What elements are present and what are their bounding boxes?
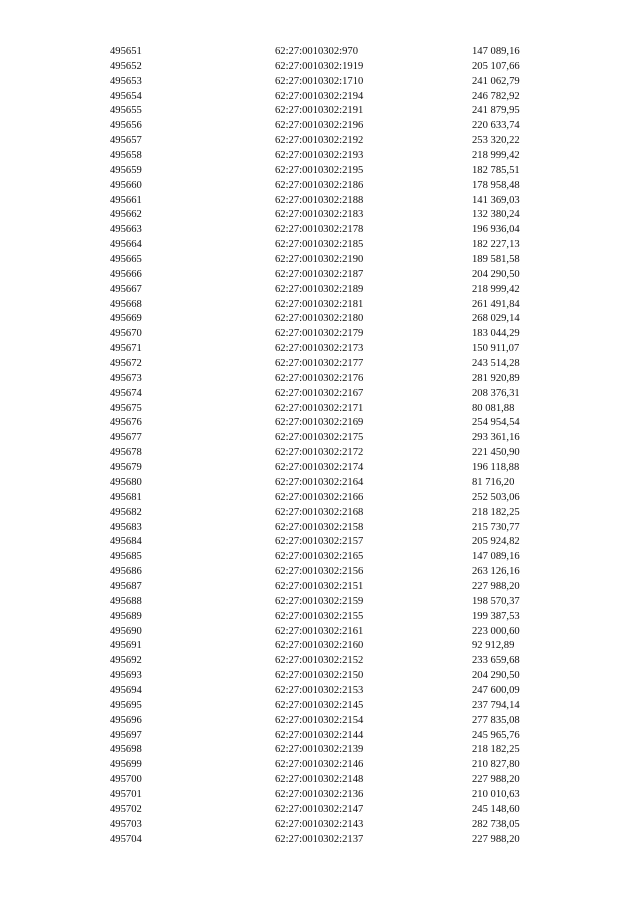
row-number-cell: 495698 [110, 744, 142, 756]
table-row [110, 729, 550, 744]
cadastral-value-cell: 132 380,24 [472, 209, 520, 221]
table-row [110, 550, 550, 565]
row-number-cell: 495661 [110, 194, 142, 206]
cadastral-value-cell: 281 920,89 [472, 372, 520, 384]
row-number-cell: 495687 [110, 580, 142, 592]
cadastral-number-cell: 62:27:0010302:2185 [275, 239, 364, 251]
table-row [110, 565, 550, 580]
table-row [110, 833, 550, 848]
cadastral-value-cell: 198 570,37 [472, 595, 520, 607]
table-row [110, 208, 550, 223]
cadastral-value-cell: 204 290,50 [472, 268, 520, 280]
table-row [110, 461, 550, 476]
table-row [110, 268, 550, 283]
table-row [110, 194, 550, 209]
cadastral-value-cell: 210 827,80 [472, 759, 520, 771]
row-number-cell: 495697 [110, 729, 142, 741]
table-row [110, 372, 550, 387]
cadastral-value-cell: 221 450,90 [472, 447, 520, 459]
table-row [110, 446, 550, 461]
row-number-cell: 495702 [110, 803, 142, 815]
table-row [110, 669, 550, 684]
table-row [110, 699, 550, 714]
row-number-cell: 495683 [110, 521, 142, 533]
cadastral-value-cell: 196 936,04 [472, 224, 520, 236]
table-row [110, 312, 550, 327]
row-number-cell: 495663 [110, 224, 142, 236]
row-number-cell: 495691 [110, 640, 142, 652]
cadastral-number-cell: 62:27:0010302:2158 [275, 521, 364, 533]
cadastral-number-cell: 62:27:0010302:2136 [275, 788, 364, 800]
cadastral-value-cell: 247 600,09 [472, 684, 520, 696]
cadastral-number-cell: 62:27:0010302:2166 [275, 491, 364, 503]
table-row [110, 416, 550, 431]
table-row [110, 773, 550, 788]
cadastral-value-cell: 223 000,60 [472, 625, 520, 637]
cadastral-value-cell: 196 118,88 [472, 462, 520, 474]
table-row [110, 743, 550, 758]
row-number-cell: 495665 [110, 254, 142, 266]
cadastral-number-cell: 62:27:0010302:2188 [275, 194, 364, 206]
table-row [110, 149, 550, 164]
cadastral-number-cell: 62:27:0010302:2177 [275, 358, 364, 370]
cadastral-number-cell: 62:27:0010302:1919 [275, 60, 364, 72]
cadastral-number-cell: 62:27:0010302:2143 [275, 818, 364, 830]
cadastral-value-cell: 183 044,29 [472, 328, 520, 340]
cadastral-number-cell: 62:27:0010302:2155 [275, 610, 364, 622]
cadastral-number-cell: 62:27:0010302:2144 [275, 729, 364, 741]
cadastral-value-cell: 189 581,58 [472, 254, 520, 266]
row-number-cell: 495677 [110, 432, 142, 444]
cadastral-number-cell: 62:27:0010302:1710 [275, 75, 364, 87]
table-row [110, 253, 550, 268]
row-number-cell: 495704 [110, 833, 142, 845]
cadastral-number-cell: 62:27:0010302:2183 [275, 209, 364, 221]
cadastral-value-cell: 147 089,16 [472, 46, 520, 57]
row-number-cell: 495669 [110, 313, 142, 325]
row-number-cell: 495676 [110, 417, 142, 429]
cadastral-value-cell: 150 911,07 [472, 343, 520, 355]
row-number-cell: 495675 [110, 402, 142, 414]
row-number-cell: 495654 [110, 90, 142, 102]
cadastral-number-cell: 62:27:0010302:2167 [275, 387, 364, 399]
row-number-cell: 495670 [110, 328, 142, 340]
table-row [110, 476, 550, 491]
cadastral-value-cell: 199 387,53 [472, 610, 520, 622]
cadastral-number-cell: 62:27:0010302:2195 [275, 164, 364, 176]
row-number-cell: 495682 [110, 506, 142, 518]
cadastral-number-cell: 62:27:0010302:2151 [275, 580, 364, 592]
cadastral-number-cell: 62:27:0010302:2172 [275, 447, 364, 459]
table-row [110, 104, 550, 119]
table-row [110, 342, 550, 357]
row-number-cell: 495660 [110, 179, 142, 191]
row-number-cell: 495674 [110, 387, 142, 399]
cadastral-number-cell: 62:27:0010302:2190 [275, 254, 364, 266]
cadastral-number-cell: 62:27:0010302:2180 [275, 313, 364, 325]
cadastral-number-cell: 62:27:0010302:2152 [275, 655, 364, 667]
cadastral-number-cell: 62:27:0010302:2159 [275, 595, 364, 607]
cadastral-number-cell: 62:27:0010302:2176 [275, 372, 364, 384]
cadastral-value-cell: 205 924,82 [472, 536, 520, 548]
cadastral-number-cell: 62:27:0010302:2196 [275, 120, 364, 132]
cadastral-value-cell: 204 290,50 [472, 670, 520, 682]
cadastral-value-cell: 178 958,48 [472, 179, 520, 191]
row-number-cell: 495681 [110, 491, 142, 503]
table-row [110, 818, 550, 833]
cadastral-value-cell: 282 738,05 [472, 818, 520, 830]
table-row [110, 758, 550, 773]
cadastral-number-cell: 62:27:0010302:2171 [275, 402, 364, 414]
cadastral-number-cell: 62:27:0010302:2186 [275, 179, 364, 191]
cadastral-number-cell: 62:27:0010302:2169 [275, 417, 364, 429]
cadastral-value-cell: 245 148,60 [472, 803, 520, 815]
cadastral-number-cell: 62:27:0010302:2157 [275, 536, 364, 548]
table-row [110, 506, 550, 521]
row-number-cell: 495673 [110, 372, 142, 384]
row-number-cell: 495662 [110, 209, 142, 221]
cadastral-number-cell: 62:27:0010302:2137 [275, 833, 364, 845]
cadastral-value-cell: 252 503,06 [472, 491, 520, 503]
table-row [110, 402, 550, 417]
cadastral-value-cell: 246 782,92 [472, 90, 520, 102]
cadastral-number-cell: 62:27:0010302:2191 [275, 105, 364, 117]
row-number-cell: 495701 [110, 788, 142, 800]
cadastral-value-cell: 241 879,95 [472, 105, 520, 117]
cadastral-value-cell: 243 514,28 [472, 358, 520, 370]
table-row [110, 788, 550, 803]
cadastral-number-cell: 62:27:0010302:2146 [275, 759, 364, 771]
cadastral-value-cell: 227 988,20 [472, 774, 520, 786]
row-number-cell: 495655 [110, 105, 142, 117]
cadastral-number-cell: 62:27:0010302:2194 [275, 90, 364, 102]
cadastral-value-cell: 237 794,14 [472, 699, 520, 711]
table-row [110, 521, 550, 536]
table-row [110, 283, 550, 298]
cadastral-number-cell: 62:27:0010302:2161 [275, 625, 364, 637]
cadastral-value-cell: 263 126,16 [472, 566, 520, 578]
cadastral-number-cell: 62:27:0010302:2193 [275, 150, 364, 162]
row-number-cell: 495679 [110, 462, 142, 474]
cadastral-value-cell: 218 182,25 [472, 744, 520, 756]
table-row [110, 60, 550, 75]
cadastral-value-table [110, 45, 550, 847]
table-row [110, 639, 550, 654]
cadastral-number-cell: 62:27:0010302:2174 [275, 462, 364, 474]
row-number-cell: 495693 [110, 670, 142, 682]
cadastral-value-cell: 253 320,22 [472, 135, 520, 147]
cadastral-value-cell: 227 988,20 [472, 833, 520, 845]
cadastral-value-cell: 233 659,68 [472, 655, 520, 667]
cadastral-value-cell: 220 633,74 [472, 120, 520, 132]
row-number-cell: 495688 [110, 595, 142, 607]
table-row [110, 684, 550, 699]
row-number-cell: 495659 [110, 164, 142, 176]
row-number-cell: 495658 [110, 150, 142, 162]
cadastral-number-cell: 62:27:0010302:2145 [275, 699, 364, 711]
row-number-cell: 495651 [110, 46, 142, 57]
cadastral-value-cell: 218 999,42 [472, 283, 520, 295]
table-row [110, 654, 550, 669]
table-row [110, 610, 550, 625]
cadastral-value-cell: 268 029,14 [472, 313, 520, 325]
cadastral-value-cell: 80 081,88 [472, 402, 515, 414]
cadastral-number-cell: 62:27:0010302:2139 [275, 744, 364, 756]
cadastral-number-cell: 62:27:0010302:2192 [275, 135, 364, 147]
cadastral-number-cell: 62:27:0010302:2147 [275, 803, 364, 815]
row-number-cell: 495685 [110, 551, 142, 563]
table-row [110, 223, 550, 238]
table-row [110, 238, 550, 253]
row-number-cell: 495695 [110, 699, 142, 711]
cadastral-number-cell: 62:27:0010302:2173 [275, 343, 364, 355]
table-row [110, 803, 550, 818]
row-number-cell: 495690 [110, 625, 142, 637]
table-row [110, 535, 550, 550]
cadastral-value-cell: 293 361,16 [472, 432, 520, 444]
cadastral-number-cell: 62:27:0010302:2150 [275, 670, 364, 682]
cadastral-number-cell: 62:27:0010302:2156 [275, 566, 364, 578]
cadastral-value-cell: 215 730,77 [472, 521, 520, 533]
table-row [110, 119, 550, 134]
cadastral-value-cell: 241 062,79 [472, 75, 520, 87]
table-row [110, 179, 550, 194]
cadastral-number-cell: 62:27:0010302:970 [275, 46, 358, 57]
table-row [110, 327, 550, 342]
cadastral-value-cell: 81 716,20 [472, 476, 515, 488]
row-number-cell: 495703 [110, 818, 142, 830]
row-number-cell: 495671 [110, 343, 142, 355]
cadastral-value-cell: 92 912,89 [472, 640, 515, 652]
cadastral-number-cell: 62:27:0010302:2175 [275, 432, 364, 444]
row-number-cell: 495699 [110, 759, 142, 771]
row-number-cell: 495652 [110, 60, 142, 72]
row-number-cell: 495666 [110, 268, 142, 280]
table-row [110, 625, 550, 640]
table-row [110, 164, 550, 179]
row-number-cell: 495680 [110, 476, 142, 488]
table-row [110, 357, 550, 372]
cadastral-value-cell: 218 999,42 [472, 150, 520, 162]
cadastral-value-cell: 210 010,63 [472, 788, 520, 800]
table-row [110, 431, 550, 446]
cadastral-number-cell: 62:27:0010302:2187 [275, 268, 364, 280]
cadastral-value-cell: 205 107,66 [472, 60, 520, 72]
cadastral-number-cell: 62:27:0010302:2179 [275, 328, 364, 340]
cadastral-value-cell: 218 182,25 [472, 506, 520, 518]
cadastral-value-cell: 254 954,54 [472, 417, 520, 429]
row-number-cell: 495657 [110, 135, 142, 147]
row-number-cell: 495686 [110, 566, 142, 578]
cadastral-number-cell: 62:27:0010302:2165 [275, 551, 364, 563]
cadastral-number-cell: 62:27:0010302:2168 [275, 506, 364, 518]
row-number-cell: 495672 [110, 358, 142, 370]
cadastral-value-cell: 277 835,08 [472, 714, 520, 726]
row-number-cell: 495692 [110, 655, 142, 667]
row-number-cell: 495656 [110, 120, 142, 132]
row-number-cell: 495664 [110, 239, 142, 251]
cadastral-value-cell: 261 491,84 [472, 298, 520, 310]
cadastral-number-cell: 62:27:0010302:2178 [275, 224, 364, 236]
row-number-cell: 495696 [110, 714, 142, 726]
table-row [110, 298, 550, 313]
table-row [110, 45, 550, 60]
row-number-cell: 495653 [110, 75, 142, 87]
cadastral-number-cell: 62:27:0010302:2181 [275, 298, 364, 310]
cadastral-number-cell: 62:27:0010302:2160 [275, 640, 364, 652]
cadastral-number-cell: 62:27:0010302:2148 [275, 774, 364, 786]
row-number-cell: 495684 [110, 536, 142, 548]
cadastral-value-cell: 208 376,31 [472, 387, 520, 399]
table-row [110, 595, 550, 610]
cadastral-value-cell: 245 965,76 [472, 729, 520, 741]
cadastral-value-cell: 141 369,03 [472, 194, 520, 206]
row-number-cell: 495668 [110, 298, 142, 310]
table-row [110, 75, 550, 90]
cadastral-value-cell: 147 089,16 [472, 551, 520, 563]
cadastral-number-cell: 62:27:0010302:2153 [275, 684, 364, 696]
row-number-cell: 495694 [110, 684, 142, 696]
cadastral-value-cell: 182 227,13 [472, 239, 520, 251]
row-number-cell: 495678 [110, 447, 142, 459]
table-row [110, 134, 550, 149]
table-row [110, 90, 550, 105]
row-number-cell: 495667 [110, 283, 142, 295]
cadastral-value-cell: 227 988,20 [472, 580, 520, 592]
row-number-cell: 495700 [110, 774, 142, 786]
cadastral-number-cell: 62:27:0010302:2164 [275, 476, 364, 488]
cadastral-number-cell: 62:27:0010302:2154 [275, 714, 364, 726]
cadastral-number-cell: 62:27:0010302:2189 [275, 283, 364, 295]
table-row [110, 387, 550, 402]
cadastral-value-cell: 182 785,51 [472, 164, 520, 176]
row-number-cell: 495689 [110, 610, 142, 622]
table-row [110, 580, 550, 595]
table-row [110, 491, 550, 506]
table-row [110, 714, 550, 729]
